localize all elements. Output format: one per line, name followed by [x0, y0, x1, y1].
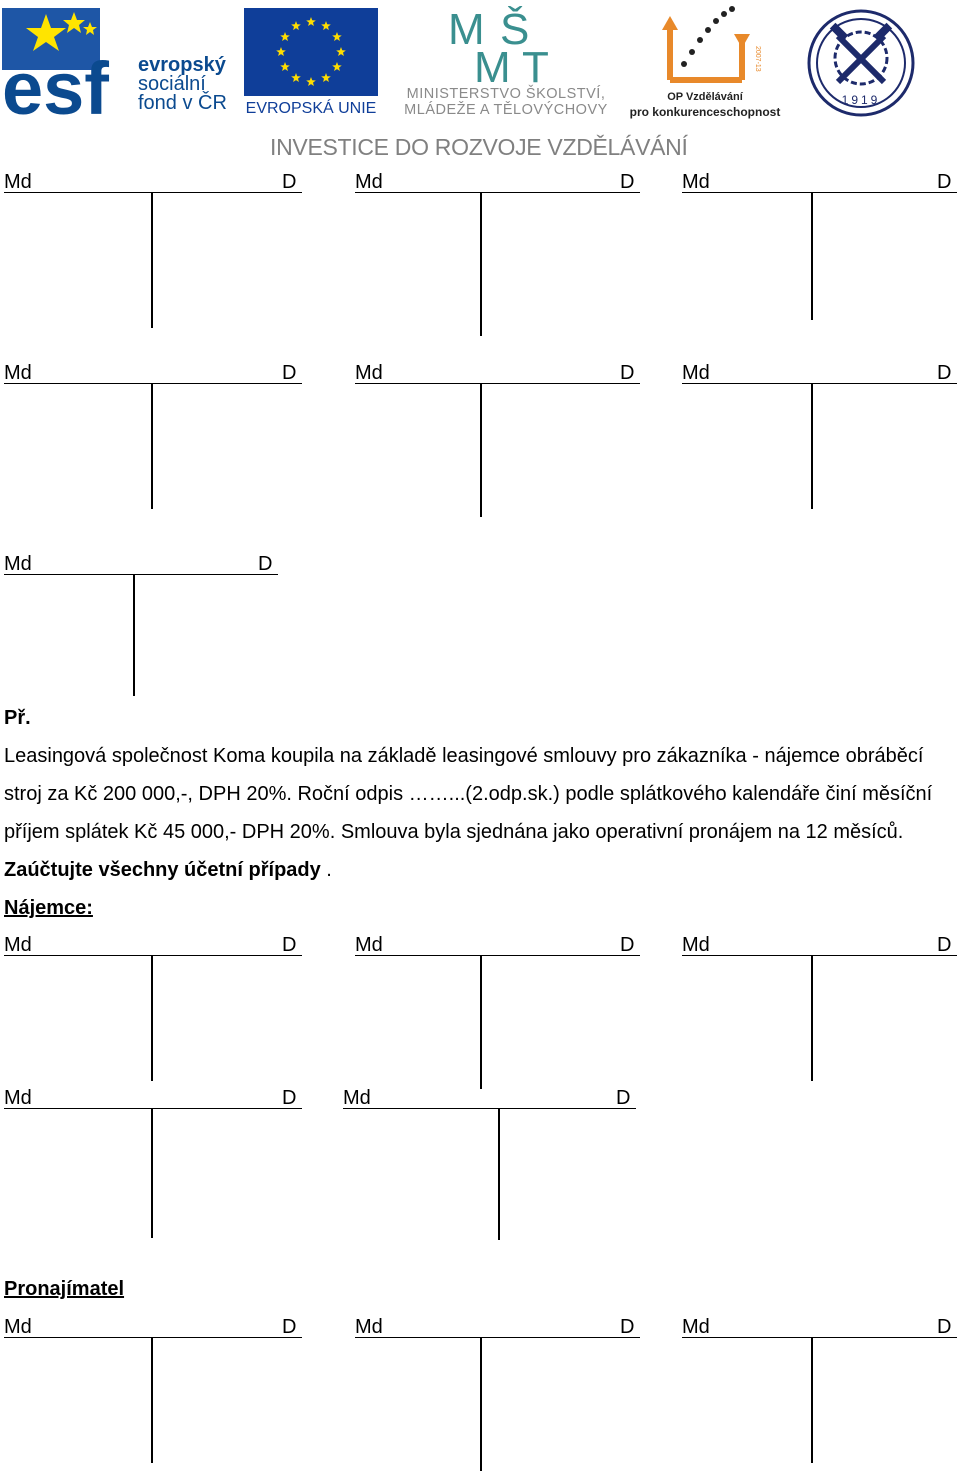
t-account-credit-label: D [937, 1316, 952, 1338]
lessor-heading: Pronajímatel [4, 1278, 125, 1300]
t-account-vertical-line [480, 955, 482, 1089]
esf-line3: fond v ČR [138, 92, 227, 114]
t-account-credit-label: D [258, 553, 273, 575]
t-account-credit-label: D [937, 362, 952, 384]
eu-flag-icon [244, 8, 378, 96]
t-account-vertical-line [133, 574, 135, 696]
t-account-credit-label: D [282, 934, 297, 956]
t-account-debit-label: Md [4, 1316, 32, 1338]
t-account-debit-label: Md [682, 934, 710, 956]
example-paragraph [4, 737, 954, 889]
t-account-vertical-line [480, 383, 482, 517]
t-account-credit-label: D [282, 1087, 297, 1109]
t-account-vertical-line [480, 192, 482, 336]
t-account-debit-label: Md [343, 1087, 371, 1109]
esf-line1: evropský [138, 54, 226, 76]
t-account-credit-label: D [282, 362, 297, 384]
t-account-vertical-line [498, 1108, 500, 1240]
t-account-debit-label: Md [355, 1316, 383, 1338]
svg-text:Š: Š [500, 5, 530, 54]
svg-text:M: M [448, 5, 485, 54]
t-account-horizontal-line [355, 1337, 640, 1338]
t-account-horizontal-line [682, 1337, 957, 1338]
t-account-vertical-line [480, 1337, 482, 1471]
t-account-debit-label: Md [4, 1087, 32, 1109]
tagline: INVESTICE DO ROZVOJE VZDĚLÁVÁNÍ [270, 134, 688, 160]
t-account-debit-label: Md [4, 171, 32, 193]
t-account-credit-label: D [937, 934, 952, 956]
t-account-debit-label: Md [682, 1316, 710, 1338]
t-account-debit-label: Md [682, 171, 710, 193]
t-account-vertical-line [151, 192, 153, 328]
t-account-vertical-line [151, 383, 153, 509]
eu-label: EVROPSKÁ UNIE [245, 100, 377, 117]
school-emblem-icon [806, 8, 916, 118]
t-account-debit-label: Md [4, 362, 32, 384]
svg-text:T: T [522, 43, 549, 92]
esf-line2: sociální [138, 73, 206, 95]
eu-logo [244, 8, 378, 120]
op-mark-icon [660, 6, 761, 86]
svg-text:esf: esf [2, 47, 109, 130]
msmt-mark-icon [444, 5, 562, 92]
t-account-horizontal-line [355, 955, 640, 956]
t-account-debit-label: Md [4, 553, 32, 575]
example-end: . [320, 859, 332, 881]
t-account-credit-label: D [282, 171, 297, 193]
t-account-horizontal-line [4, 1337, 302, 1338]
school-year: 1919 [841, 93, 881, 107]
esf-logo [2, 8, 238, 130]
op-line1: OP Vzdělávání [667, 91, 743, 103]
t-account-credit-label: D [620, 1316, 635, 1338]
t-account-horizontal-line [682, 955, 957, 956]
t-account-horizontal-line [4, 574, 278, 575]
example-text: Leasingová společnost Koma koupila na základě leasingové smlouvy pro zákazníka - nájemce obráběcí stroj za Kč 200 000,-, DPH 20%. Roční odpis ……...(2.odp.sk.) podle splátkového kalendáře činí měsíční příjem splátek Kč 45 000,- DPH 20%. Smlouva byla sjednána jako operativní pronájem na 12 měsíců. [4, 745, 933, 843]
t-account-debit-label: Md [4, 934, 32, 956]
t-account-horizontal-line [682, 383, 957, 384]
lessee-heading: Nájemce: [4, 897, 93, 919]
t-account-credit-label: D [616, 1087, 631, 1109]
t-account-horizontal-line [4, 383, 302, 384]
msmt-line1: MINISTERSTVO ŠKOLSTVÍ, [406, 86, 606, 102]
t-account-vertical-line [151, 955, 153, 1081]
t-account-horizontal-line [4, 955, 302, 956]
msmt-logo [388, 6, 624, 122]
esf-mark-icon [2, 8, 137, 130]
t-account-vertical-line [811, 383, 813, 509]
t-account-vertical-line [811, 192, 813, 320]
t-account-credit-label: D [937, 171, 952, 193]
example-label: Př. [4, 707, 31, 729]
t-account-credit-label: D [620, 362, 635, 384]
example-instruction: Zaúčtujte všechny účetní případy [4, 859, 321, 881]
t-account-debit-label: Md [355, 362, 383, 384]
t-account-horizontal-line [682, 192, 957, 193]
t-account-horizontal-line [355, 383, 640, 384]
op-line2: pro konkurenceschopnost [629, 105, 781, 119]
t-account-horizontal-line [343, 1108, 636, 1109]
t-account-credit-label: D [282, 1316, 297, 1338]
t-account-horizontal-line [4, 192, 302, 193]
t-account-vertical-line [811, 1337, 813, 1463]
t-account-vertical-line [151, 1337, 153, 1463]
svg-text:M: M [474, 43, 511, 92]
t-account-credit-label: D [620, 934, 635, 956]
op-logo [628, 6, 782, 120]
t-account-debit-label: Md [355, 934, 383, 956]
t-account-horizontal-line [4, 1108, 302, 1109]
op-years: 2007-13 [754, 46, 761, 72]
t-account-horizontal-line [355, 192, 640, 193]
msmt-line2: MLÁDEŽE A TĚLOVÝCHOVY [404, 102, 608, 118]
t-account-credit-label: D [620, 171, 635, 193]
t-account-debit-label: Md [355, 171, 383, 193]
t-account-vertical-line [151, 1108, 153, 1238]
t-account-vertical-line [811, 955, 813, 1081]
t-account-debit-label: Md [682, 362, 710, 384]
